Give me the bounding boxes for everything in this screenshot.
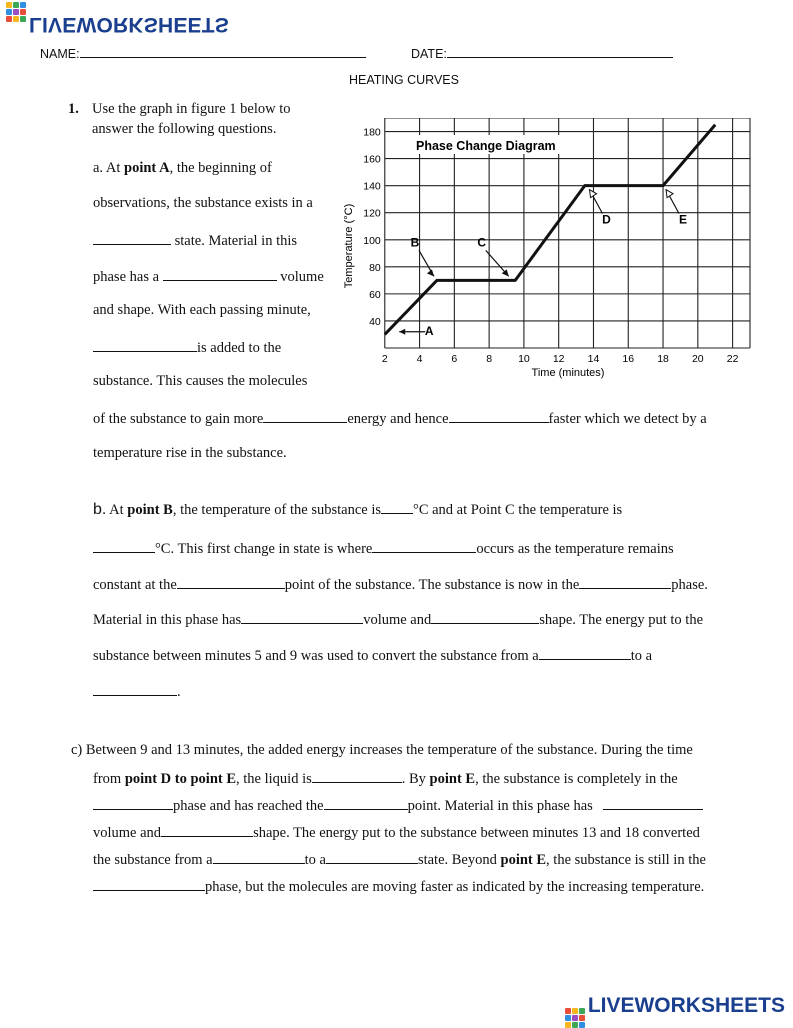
brand-name: LIVEWORKSHEETS — [29, 13, 229, 36]
chart-annotations — [399, 190, 687, 338]
annotation-label-e: E — [679, 212, 688, 227]
annotation-label-d: D — [602, 212, 611, 227]
y-tick-label: 60 — [369, 288, 381, 301]
blank-b1[interactable] — [381, 500, 413, 514]
blank-b6[interactable] — [241, 610, 363, 624]
page-title: HEATING CURVES — [349, 73, 459, 87]
brand-logo-top — [6, 2, 229, 36]
chart-y-axis-label: Temperature (°C) — [343, 203, 355, 289]
blank-b5[interactable] — [579, 575, 671, 589]
x-tick-label: 22 — [726, 353, 739, 365]
part-b-line-1: b. At point B, the temperature of the substance is °C and at Point C the temperature is — [93, 501, 623, 518]
name-field[interactable] — [80, 44, 366, 58]
part-c-line-1: c) Between 9 and 13 minutes, the added energy increases the temperature of the substance. During the time — [71, 742, 693, 758]
blank-c2[interactable] — [93, 796, 173, 810]
part-b-line-5: substance between minutes 5 and 9 was used to convert the substance from a to a — [93, 648, 653, 664]
blank-c7[interactable] — [326, 850, 418, 864]
part-c-line-4: volume and shape. The energy put to the substance between minutes 13 and 18 converted — [93, 825, 700, 841]
y-tick-label: 100 — [363, 234, 381, 247]
blank-a3[interactable] — [93, 338, 197, 352]
part-c-line-3: phase and has reached the point. Material in this phase has — [93, 796, 703, 815]
logo-grid-icon — [6, 2, 26, 22]
blank-b3[interactable] — [372, 539, 476, 553]
part-b-line-4: Material in this phase has volume and shape. The energy put to the — [93, 612, 704, 628]
question-intro-1: Use the graph in figure 1 below to — [92, 101, 291, 117]
blank-a5[interactable] — [449, 409, 549, 423]
blank-b8[interactable] — [539, 646, 631, 660]
blank-c1[interactable] — [312, 769, 402, 783]
blank-c5[interactable] — [161, 823, 253, 837]
x-tick-label: 8 — [486, 353, 493, 365]
blank-b4[interactable] — [177, 575, 285, 589]
date-label: DATE: — [411, 47, 447, 61]
phase-change-chart — [330, 118, 770, 388]
x-tick-label: 12 — [552, 353, 565, 365]
chart-x-axis-label: Time (minutes) — [531, 367, 605, 379]
y-tick-label: 160 — [363, 153, 381, 166]
part-a-line-2: observations, the substance exists in a — [93, 195, 313, 211]
x-tick-label: 16 — [622, 353, 635, 365]
part-a-line-6: is added to the — [93, 338, 281, 357]
part-b-line-2: °C. This first change in state is where occurs as the temperature remains — [93, 539, 674, 558]
annotation-label-b: B — [410, 235, 420, 250]
y-tick-label: 180 — [363, 126, 381, 139]
annotation-arrowhead — [666, 190, 673, 198]
x-tick-label: 20 — [691, 353, 704, 365]
question-number: 1. — [68, 101, 79, 117]
y-tick-label: 40 — [369, 315, 381, 328]
date-row — [411, 44, 673, 61]
part-a-line-1: a. At point A, the beginning of — [93, 160, 272, 176]
part-c-line-5: the substance from a to a state. Beyond point E, the substance is still in the — [93, 852, 706, 868]
blank-c6[interactable] — [213, 850, 305, 864]
blank-b9[interactable] — [93, 682, 177, 696]
name-row — [40, 44, 366, 61]
y-tick-label: 140 — [363, 180, 381, 193]
blank-a2[interactable] — [163, 267, 277, 281]
part-c-line-6: phase, but the molecules are moving faster as indicated by the increasing temperature. — [93, 877, 704, 896]
brand-name: LIVEWORKSHEETS — [587, 994, 785, 1017]
x-tick-label: 6 — [451, 353, 458, 365]
brand-logo-bottom — [565, 994, 785, 1028]
blank-c4[interactable] — [603, 796, 703, 810]
y-tick-label: 80 — [369, 261, 381, 274]
blank-a1[interactable] — [93, 231, 171, 245]
blank-c3[interactable] — [324, 796, 408, 810]
chart-title: Phase Change Diagram — [416, 139, 556, 153]
part-a-line-4: phase has a volume — [93, 269, 324, 285]
blank-c8[interactable] — [93, 877, 205, 891]
name-label: NAME: — [40, 47, 80, 61]
x-tick-label: 18 — [657, 353, 669, 365]
x-tick-label: 14 — [587, 353, 600, 365]
blank-b2[interactable] — [93, 539, 155, 553]
annotation-label-a: A — [424, 323, 434, 338]
annotation-arrowhead — [399, 329, 405, 335]
date-field[interactable] — [447, 44, 673, 58]
x-tick-label: 2 — [381, 353, 388, 365]
part-a-line-7: substance. This causes the molecules — [93, 373, 308, 389]
x-tick-label: 4 — [416, 353, 423, 365]
part-b-line-3: constant at the point of the substance. The substance is now in the phase. — [93, 577, 708, 593]
part-a-line-5: and shape. With each passing minute, — [93, 302, 311, 318]
heating-curve-line — [385, 125, 715, 335]
y-tick-label: 120 — [363, 207, 381, 220]
part-b-line-6: . — [93, 682, 181, 701]
x-tick-label: 10 — [518, 353, 530, 365]
part-a-line-8: of the substance to gain more energy and hence faster which we detect by a — [93, 411, 707, 427]
part-a-line-3: state. Material in this — [93, 231, 297, 250]
logo-grid-icon — [565, 1008, 585, 1028]
blank-b7[interactable] — [431, 610, 539, 624]
question-intro-2: answer the following questions. — [92, 121, 277, 137]
blank-a4[interactable] — [263, 409, 347, 423]
annotation-label-c: C — [477, 235, 487, 250]
part-c-line-2: from point D to point E, the liquid is . By point E, the substance is completely in the — [93, 771, 678, 787]
part-a-line-9: temperature rise in the substance. — [93, 445, 287, 461]
